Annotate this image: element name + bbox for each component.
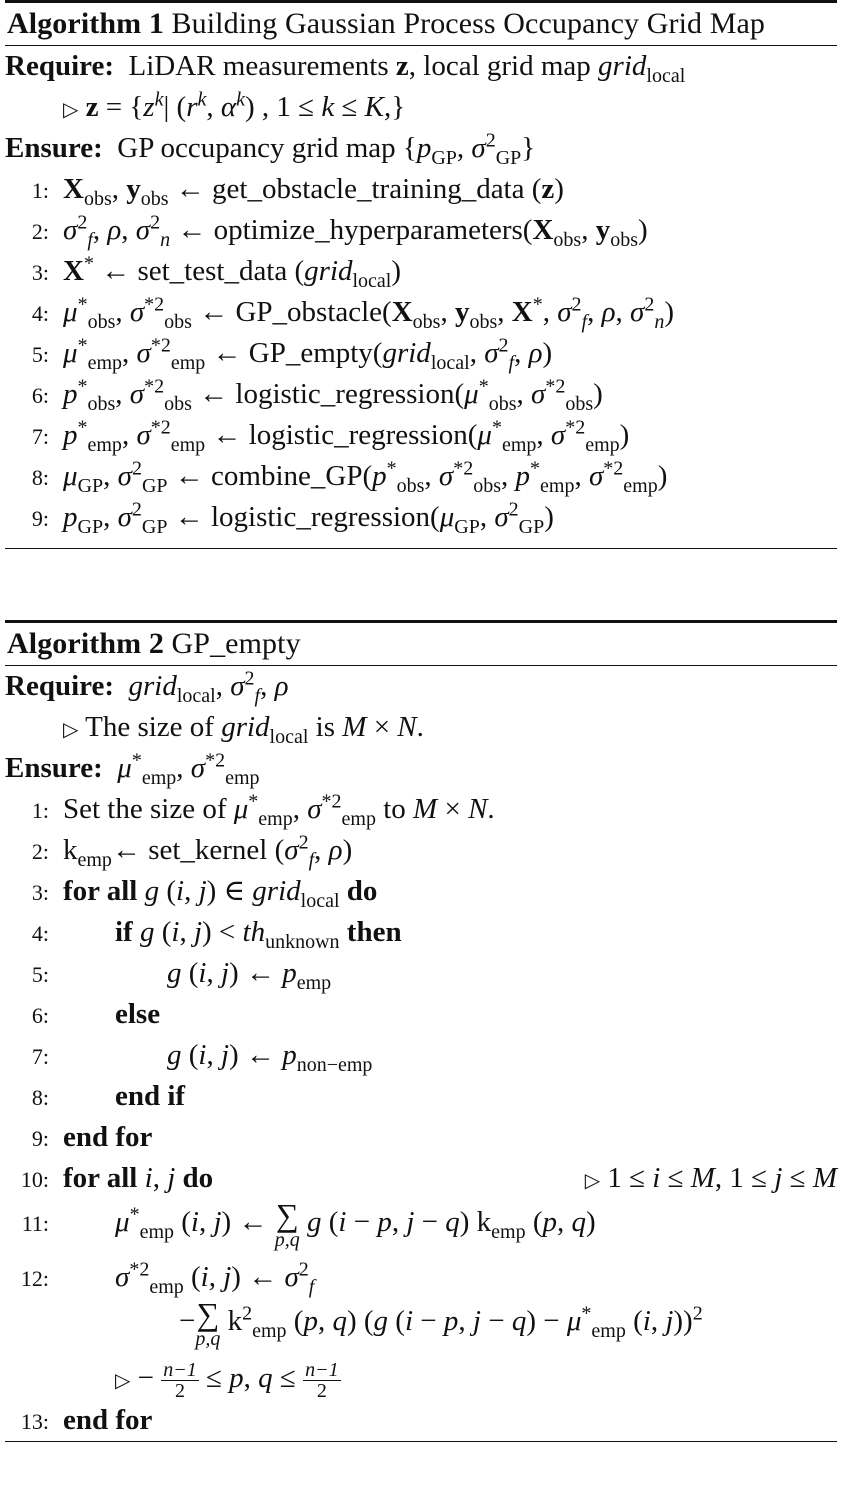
algo2-step-10-comment: ▷ 1 ≤ i ≤ M, 1 ≤ j ≤ M	[584, 1162, 837, 1194]
algo2-step-10: 10: for all i, j do ▷ 1 ≤ i ≤ M, 1 ≤ j ≤ M	[5, 1158, 837, 1199]
algo1-step-9: 9: $p_{GP}$, $\sigma^2_{GP}$ ← $logistic\_regression(\mu_{GP}$, $\sigma^2_{GP}$)	[31, 498, 554, 538]
algo2-require-line: Require: grid$_{local}$, $\sigma^2_f$, ρ	[5, 667, 289, 707]
algo1-step-3: 3: X* ← set_test_data (grid$_{local}$)	[31, 252, 402, 292]
algo2-ensure-line: Ensure: $\mu^*_{emp}$, $\sigma^{*2}_{emp}$	[5, 749, 260, 789]
ensure-line	[5, 128, 837, 169]
algo2-step-4: 4: if g (i, $j) < th_{unknown}$ then	[31, 916, 402, 953]
algo1-step-4: 4: $\mu^*_{obs}$, $\sigma^{*2}_{obs}$ ← $GP\_obstacle(X_{obs}$, $y_{obs}$, X*, $\sigma^2_f$, ρ, $\sigma^2_n$)	[31, 293, 674, 333]
algo2-step-7: 7: g (i, j) ← $p_{non-emp}$	[31, 1039, 373, 1076]
algorithm-2-caption	[5, 623, 837, 665]
algo1-step-8: 8: $\mu_{GP}$, $\sigma^2_{GP}$ ← $combine\_GP(p^*_{obs}$, $\sigma^{*2}_{obs}$, $p^*_{emp}$, $\sigma^{*2}_{emp}$)	[31, 457, 668, 497]
algo2-bottom-rule	[5, 1441, 837, 1442]
sum-symbol: ∑ p,q	[274, 1197, 300, 1252]
algo2-step-12-comment: ▷ − $\frac{n-1}{2}$ ≤ p, q ≤ $\frac{n-1}{2}$	[115, 1358, 339, 1402]
algo2-require-comment: ▷ The size of grid$_{local}$ is M × N.	[63, 711, 424, 748]
algorithm-1	[5, 0, 837, 549]
algo1-step-5: 5: $\mu^*_{emp}$, $\sigma^{*2}_{emp}$ ← GP_empty(grid$_{local}$, $\sigma^2_f$, ρ)	[31, 334, 553, 374]
algo1-step-2: 2: $\sigma^2_f$, ρ, $\sigma^2_n$ ← $optimize\_hyperparameters(X_{obs}$, $y_{obs}$)	[31, 211, 648, 251]
require-text: LiDAR measurements z, local grid map grid$_{local}$	[121, 50, 686, 87]
algo2-step-2: 2: $k_{emp}\leftarrow$ set_kernel ($\sigma^2_f$, ρ)	[31, 831, 353, 871]
algorithm-2	[5, 620, 837, 1442]
algo1-step-7: 7: $p^*_{emp}$, $\sigma^{*2}_{emp}$ ← $logistic\_regression(\mu^*_{emp}$, $\sigma^{*2}_{emp}$)	[31, 416, 630, 456]
algo1-step-6: 6: $p^*_{obs}$, $\sigma^{*2}_{obs}$ ← $logistic\_regression(\mu^*_{obs}$, $\sigma^{*2}_{obs}$)	[31, 375, 603, 415]
algo2-step-6: 6: else	[31, 998, 161, 1030]
algo2-step-13: 13: end for	[20, 1404, 153, 1436]
algorithm-1-caption	[5, 3, 837, 45]
algo1-step-1: 1: $X_{obs}$, $y_{obs}$ ← get_obstacle_training_data (z)	[31, 173, 564, 210]
algo2-step-1: 1: Set the size of $\mu^*_{emp}$, $\sigma^{*2}_{emp}$ to M × N.	[31, 790, 495, 830]
ensure-text: GP occupancy grid map {$p_{GP}$, $\sigma^2_{GP}$}	[110, 129, 536, 169]
algo2-step-3: 3: for all g (i, j) ∈ grid$_{local}$ do	[31, 875, 378, 912]
require-line	[5, 46, 837, 87]
algo1-bottom-rule	[5, 548, 837, 549]
algo2-step-5: 5: g (i, j) ← $p_{emp}$	[31, 957, 332, 994]
algorithm-2-title: GP_empty	[171, 627, 301, 660]
require-label: Require:	[5, 50, 115, 82]
require-comment: ▷ $z = \{z^k|$ ($r^k$, $\alpha^k$) , 1 ≤ k ≤ K,}	[63, 88, 406, 123]
ensure-label: Ensure:	[5, 132, 103, 164]
algorithm-2-label: Algorithm 2	[7, 627, 164, 660]
algo2-step-8: 8: end if	[31, 1080, 186, 1112]
algo2-step-12: 12: $\sigma^{*2}_{emp}$ (i, j) ← $\sigma^2_f$	[20, 1258, 315, 1298]
algo2-step-12-cont: − ∑ p,q $k^2_{emp}$ (p, q) (g (i − p, $j - q) - \mu^*_{emp}$ (i, j))$^2$	[179, 1296, 703, 1351]
algorithm-1-label: Algorithm 1	[7, 7, 164, 40]
algo2-step-11: 11: $\mu^*_{emp}$ (i, j) ← ∑ p,q g (i − p, j − q) $k_{emp}$ (p, q)	[21, 1197, 596, 1252]
algo2-step-9: 9: end for	[31, 1121, 153, 1153]
algorithm-1-title: Building Gaussian Process Occupancy Grid Map	[171, 7, 765, 40]
